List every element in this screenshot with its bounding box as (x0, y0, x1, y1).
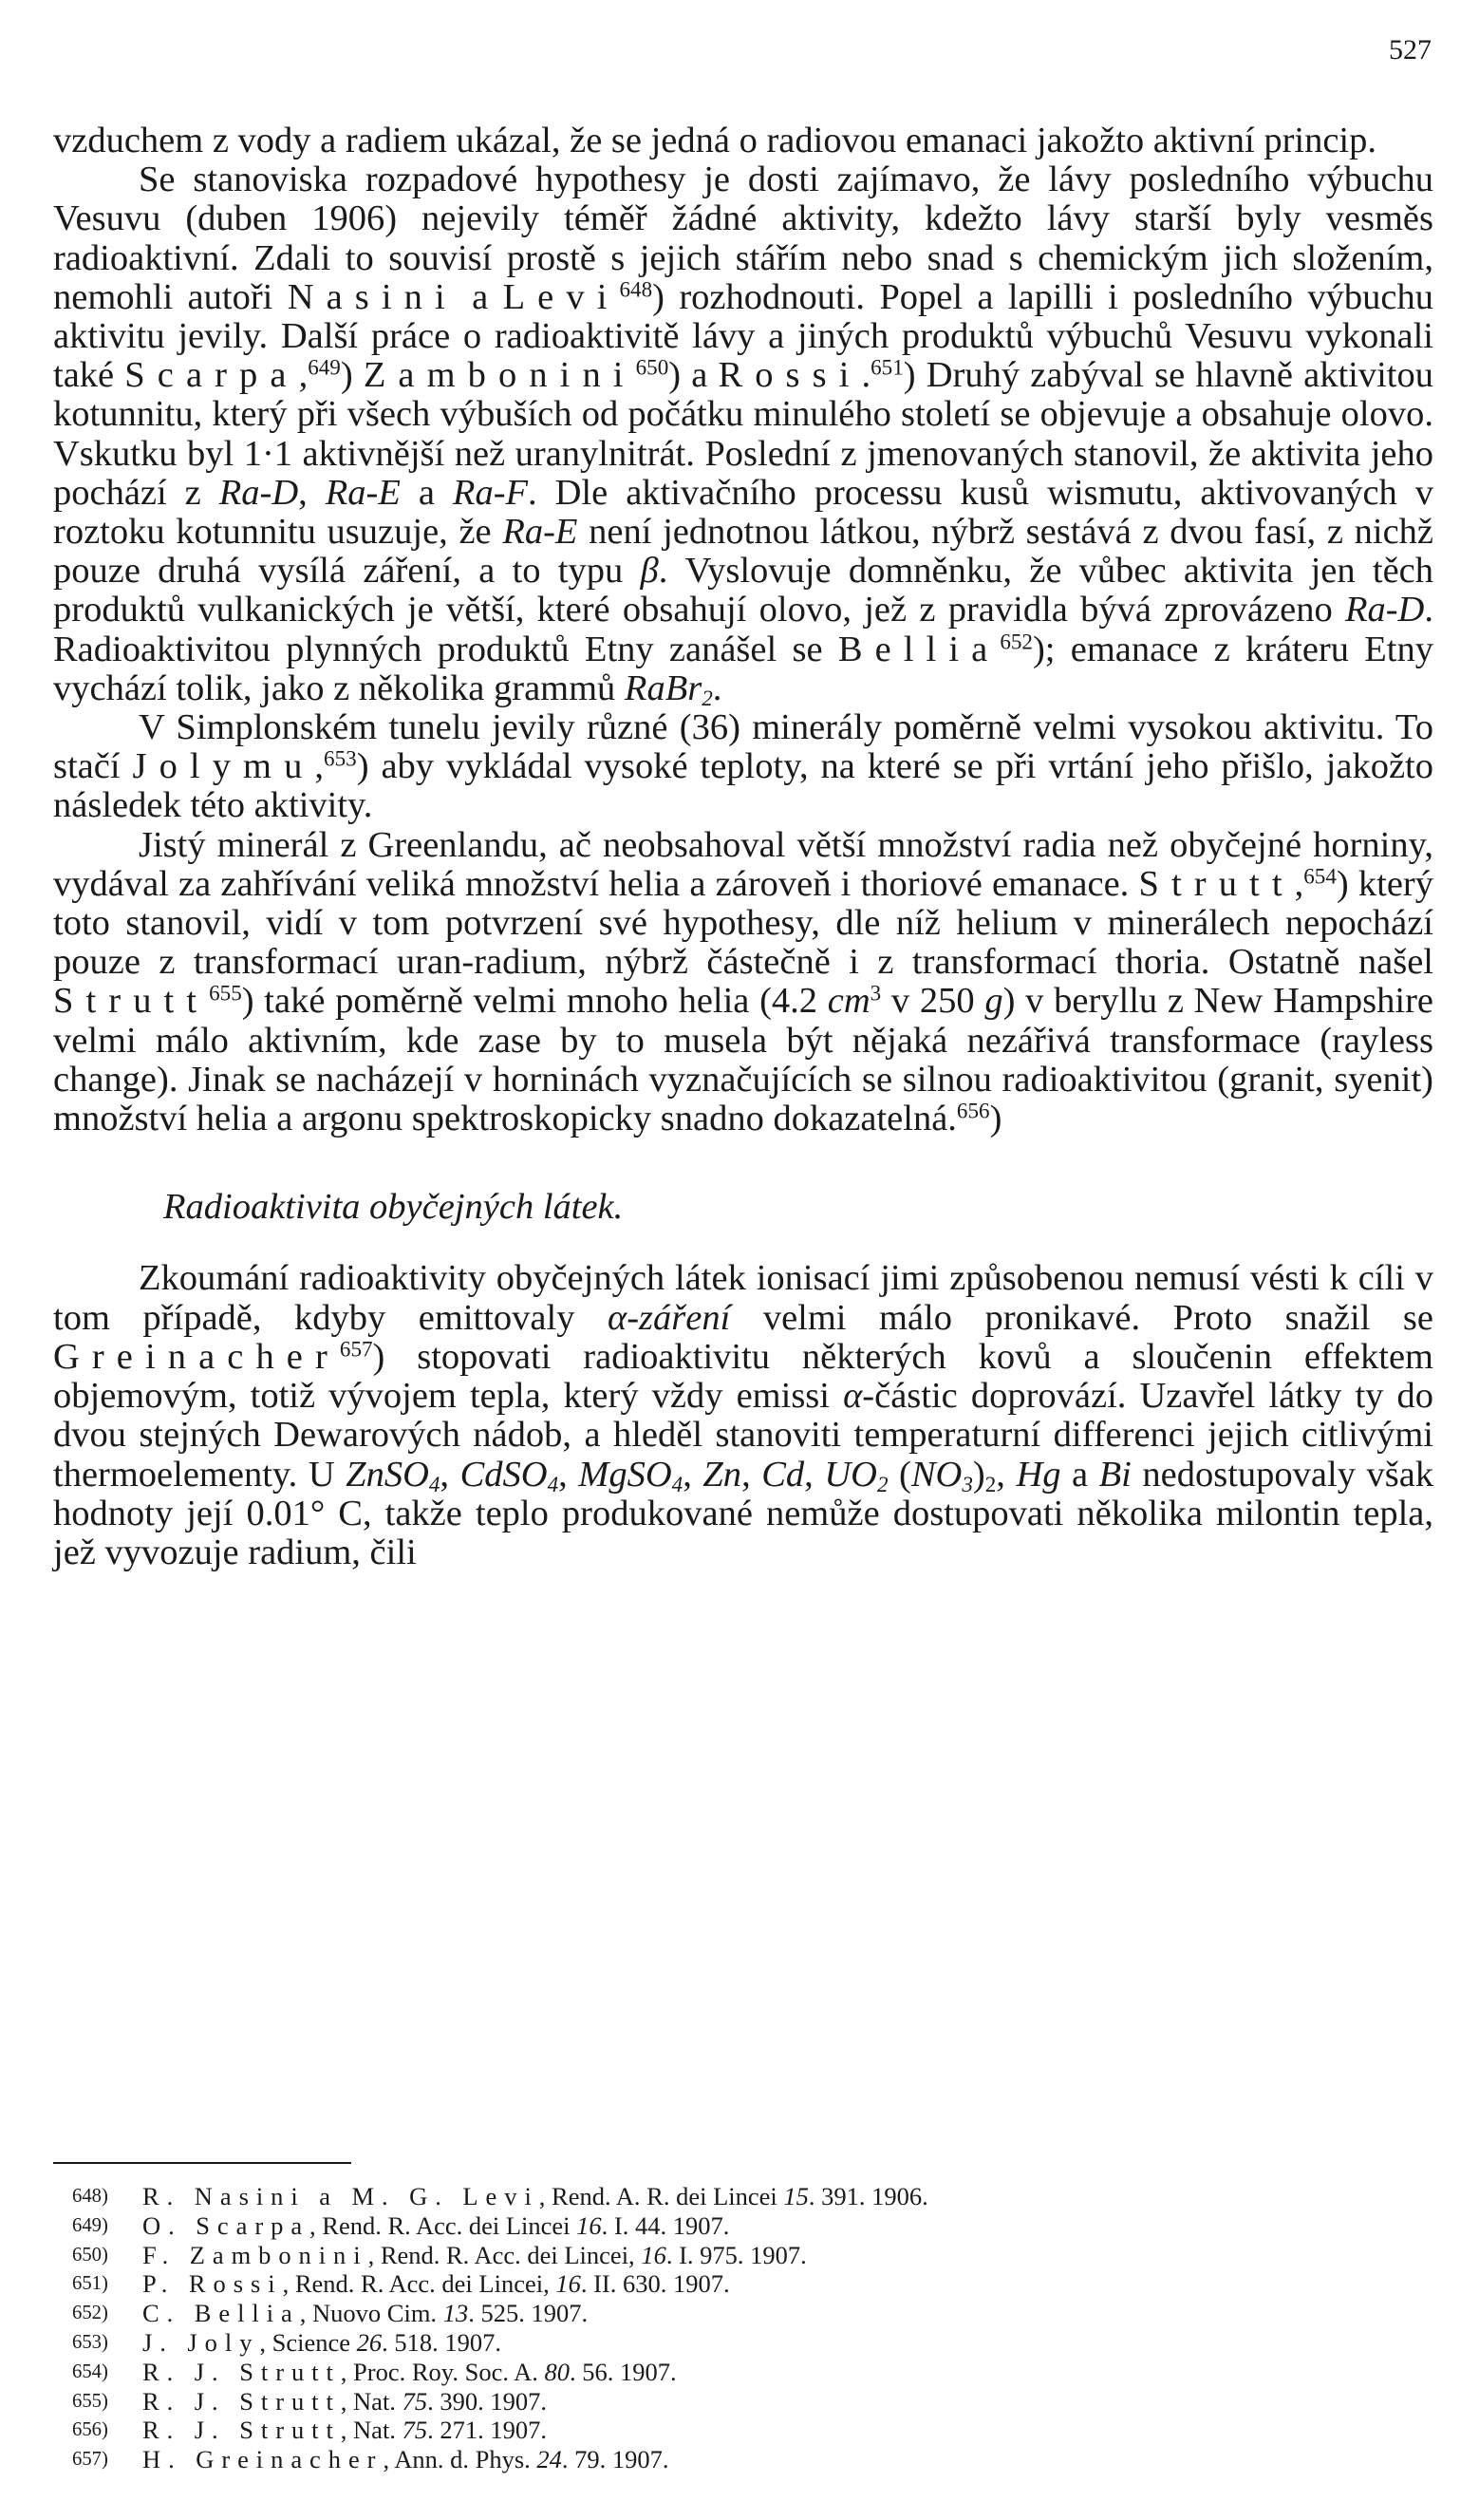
footnote-divider (53, 2162, 351, 2164)
footnote: $^{648)}$ R. Nasini a M. G. Levi, Rend. A. R. dei Lincei 15. 391. 1906. (72, 2182, 928, 2210)
body-text (53, 122, 1433, 1572)
section-heading: Radioaktivita obyčejných látek. (163, 1187, 624, 1228)
footnote-number: 651) (72, 2273, 108, 2295)
footnote-number: 657) (72, 2449, 108, 2471)
footnote: $^{654)}$ R. J. Strutt, Proc. Roy. Soc. A. 80. 56. 1907. (72, 2357, 677, 2386)
footnote-number: 654) (72, 2360, 108, 2382)
footnote-number: 655) (72, 2390, 108, 2412)
paragraph: Zkoumání radioaktivity obyčejných látek ionisací jimi způsobenou nemusí vésti k cíli v tom případě, kdyby emittovaly α-záření velmi málo pronikavé. Proto snažil se Greinacher$^{657}$) stopovati radioaktivitu některých kovů a sloučenin effektem objemovým, totiž vývojem tepla, který vždy emissi α-částic doprovází. Uzavřel látky ty do dvou stejných Dewarových nádob, a hleděl stanoviti temperaturní differenci jejich citlivými thermoelementy. U ZnSO$_4$, CdSO$_4$, MgSO$_4$, Zn, Cd, $UO_2$ $(NO_3)_2$, Hg a Bi nedostupovaly však hodnoty její 0.01° C, takže teplo produkované nemůže dostupovati několika milontin tepla, jež vyvozuje radium, čili (53, 1258, 1434, 1572)
footnote-number: 656) (72, 2419, 108, 2441)
paragraph: Se stanoviska rozpadové hypothesy je dosti zajímavo, že lávy posledního výbuchu Vesuvu (duben 1906) nejevily téměř žádné aktivity, kdežto lávy starší byly vesměs radioaktivní. Zdali to souvisí prostě s jejich stářím nebo snad s chemickým jich složením, nemohli autoři Nasini a Levi$^{648}$) rozhodnouti. Popel a lapilli i posledního výbuchu aktivitu jevily. Další práce o radioaktivitě lávy a jiných produktů výbuchů Vesuvu vykonali také Scarpa,$^{649}$) Zambonini$^{650}$) a Rossi.$^{651}$) Druhý zabýval se hlavně aktivitou kotunnitu, který při všech výbuších od počátku minulého století se objevuje a obsahuje olovo. Vskutku byl 1·1 aktivnější než uranylnitrát. Poslední z jmenovaných stanovil, že aktivita jeho pochází z Ra-D, Ra-E a Ra-F. Dle aktivačního processu kusů wismutu, aktivovaných v roztoku kotunnitu usuzuje, že Ra-E není jednotnou látkou, nýbrž sestává z dvou fasí, z nichž pouze druhá vysílá záření, a to typu β. Vyslovuje domněnku, že vůbec aktivita jen těch produktů vulkanických je větší, které obsahují olovo, jež z pravidla bývá zprovázeno Ra-D. Radioaktivitou plynných produktů Etny zanášel se Bellia$^{652}$); emanace z kráteru Etny vychází tolik, jako z několika grammů RaBr$_2$. (53, 160, 1434, 710)
footnote-number: 652) (72, 2303, 108, 2324)
footnote: $^{653)}$ J. Joly, Science 26. 518. 1907. (72, 2327, 502, 2357)
paragraph: V Simplonském tunelu jevily různé (36) minerály poměrně velmi vysokou aktivitu. To stačí Jolymu,$^{653}$) aby vykládal vysoké teploty, na které se při vrtání jeho přišlo, jakožto následek této aktivity. (53, 707, 1433, 826)
paragraph: vzduchem z vody a radiem ukázal, že se jedná o radiovou emanaci jakožto aktivní princip. (53, 121, 1377, 160)
page-number: 527 (1389, 34, 1432, 66)
footnote: $^{657)}$ H. Greinacher, Ann. d. Phys. 24. 79. 1907. (72, 2445, 669, 2474)
footnote: $^{651)}$ P. Rossi, Rend. R. Acc. dei Lincei, 16. II. 630. 1907. (72, 2269, 730, 2299)
footnote: $^{649)}$ O. Scarpa, Rend. R. Acc. dei Lincei 16. I. 44. 1907. (72, 2210, 730, 2240)
paragraph: Jistý minerál z Greenlandu, ač neobsahoval větší množství radia než obyčejné horniny, vydával za zahřívání veliká množství helia a zároveň i thoriové emanace. Strutt,$^{654}$) který toto stanovil, vidí v tom potvrzení své hypothesy, dle níž helium v minerálech nepochází pouze z transformací uran-radium, nýbrž částečně i z transformací thoria. Ostatně našel Strutt$^{655}$) také poměrně velmi mnoho helia (4.2 $cm^3$ v 250 g) v beryllu z New Hampshire velmi málo aktivním, kde zase by to musela být nějaká nezářivá transformace (rayless change). Jinak se nacházejí v horninách vyznačujících se silnou radioaktivitou (granit, syenit) množství helia a argonu spektroskopicky snadno dokazatelná.$^{656}$) (53, 824, 1433, 1139)
footnote: $^{655)}$ R. J. Strutt, Nat. 75. 390. 1907. (72, 2386, 547, 2416)
footnote-number: 653) (72, 2331, 108, 2353)
footnote: $^{650)}$ F. Zambonini, Rend. R. Acc. dei Lincei, 16. I. 975. 1907. (72, 2240, 807, 2269)
footnote-number: 649) (72, 2214, 108, 2236)
footnote: $^{656)}$ R. J. Strutt, Nat. 75. 271. 1907. (72, 2416, 547, 2445)
footnote: $^{652)}$ C. Bellia, Nuovo Cim. 13. 525. 1907. (72, 2299, 589, 2328)
footnote-number: 650) (72, 2244, 108, 2266)
footnotes (72, 2182, 1433, 2474)
footnote-number: 648) (72, 2185, 108, 2207)
